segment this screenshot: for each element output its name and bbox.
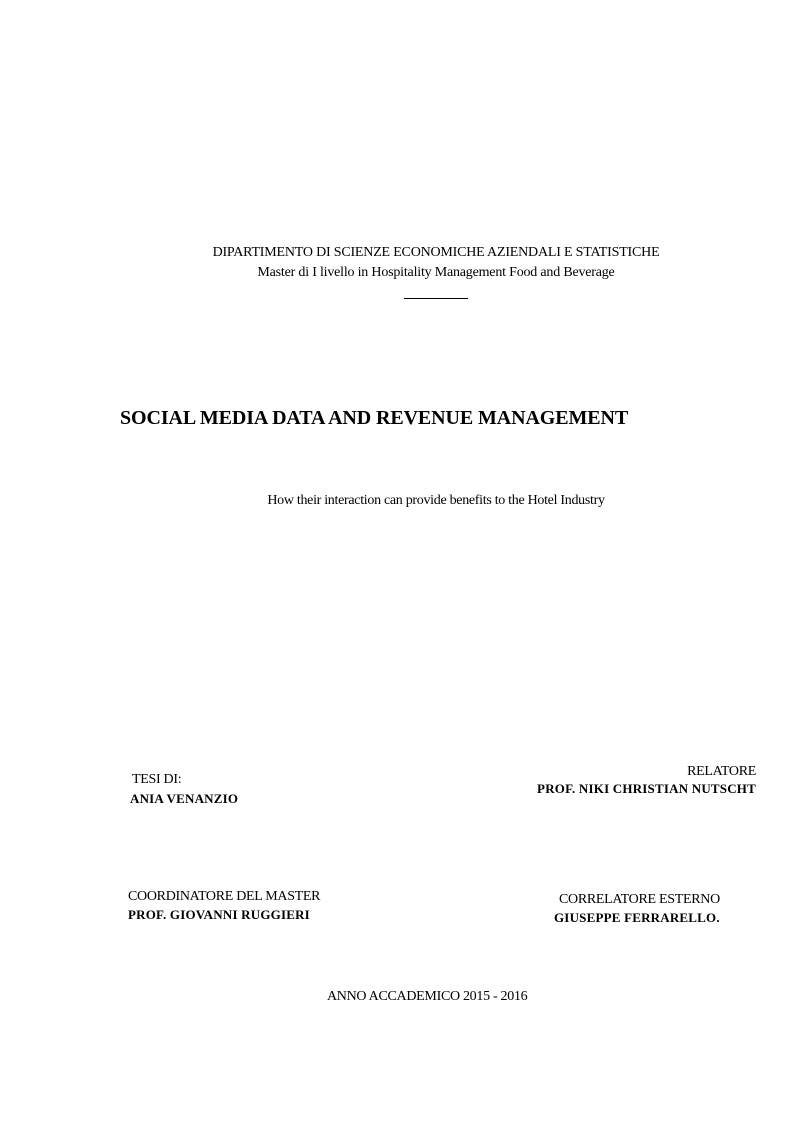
coordinator-label: COORDINATORE DEL MASTER	[128, 889, 321, 904]
thesis-subtitle: How their interaction can provide benefits to the Hotel Industry	[267, 493, 605, 508]
co-supervisor-name: GIUSEPPE FERRARELLO.	[554, 910, 720, 925]
department-heading: DIPARTIMENTO DI SCIENZE ECONOMICHE AZIENDALI E STATISTICHE	[212, 245, 660, 260]
master-program: Master di I livello in Hospitality Management Food and Beverage	[257, 265, 615, 280]
supervisor-name: PROF. NIKI CHRISTIAN NUTSCHT	[537, 781, 756, 796]
academic-year: ANNO ACCADEMICO 2015 - 2016	[327, 989, 528, 1004]
co-supervisor-label: CORRELATORE ESTERNO	[559, 892, 720, 907]
author-label: TESI DI:	[132, 772, 182, 787]
supervisor-label: RELATORE	[687, 764, 756, 779]
thesis-title: SOCIAL MEDIA DATA AND REVENUE MANAGEMENT	[120, 407, 629, 429]
coordinator-name: PROF. GIOVANNI RUGGIERI	[128, 907, 310, 922]
header-divider	[404, 298, 468, 299]
author-name: ANIA VENANZIO	[130, 791, 239, 806]
